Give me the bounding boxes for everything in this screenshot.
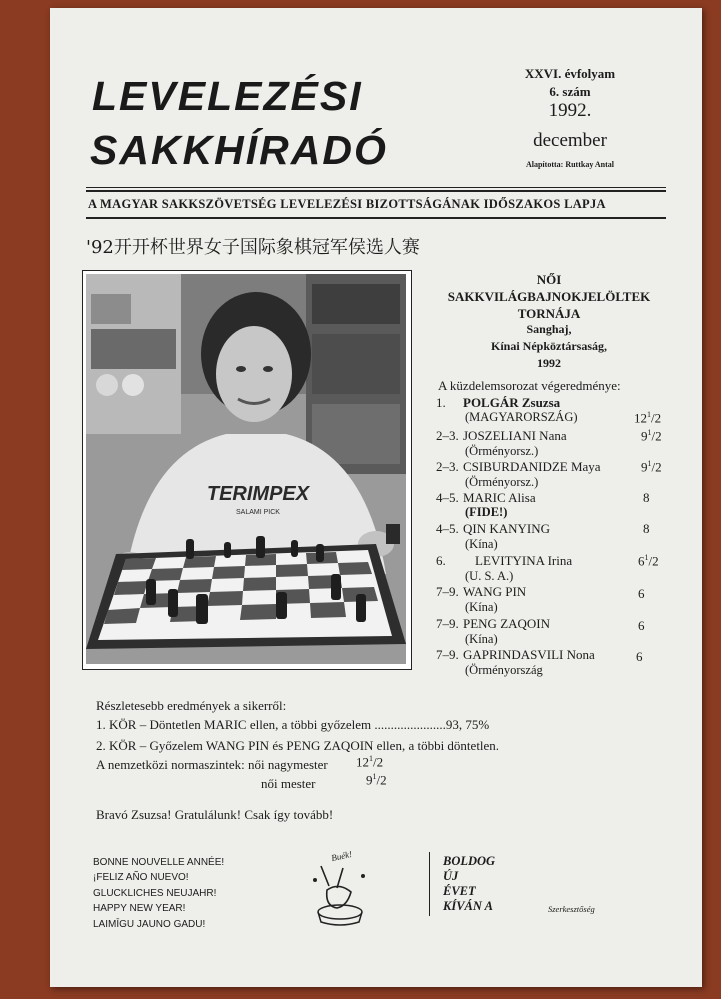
founder-label: Alapította: Ruttkay Antal [525,160,614,169]
shirt-sub: SALAMI PICK [236,509,280,516]
tournament-title-line2: SAKKVILÁGBAJNOKJELÖLTEK [447,289,651,304]
greeting-line: BONNE NOUVELLE ANNÉE! [93,857,225,868]
tournament-city: Sanghaj, [526,322,572,336]
details-round2: 2. KÖR – Győzelem WANG PIN és PENG ZAQOIN ellen, a többi döntetlen. [96,738,500,753]
player-photo [86,274,406,664]
result-score: 8 [643,490,650,505]
result-country: (MAGYARORSZÁG) [465,410,578,424]
result-place: 7–9. [436,647,459,662]
boldog-line1: BOLDOG [443,854,496,868]
result-country: (Kína) [465,600,498,614]
header-rule-top-thick [86,190,666,192]
greeting-line: ¡FELIZ AÑO NUEVO! [93,872,189,884]
result-place: 4–5. [436,521,459,536]
result-place: 6. [436,553,446,568]
editorial-staff: Szerkesztőség [548,904,595,914]
result-score: 6 [638,618,645,633]
shirt-brand: TERIMPEX [206,483,310,505]
greeting-line: LAIMĪGU JAUNO GADU! [93,918,206,930]
issue-label: 6. szám [549,84,591,99]
result-country: (Örményország [465,663,543,677]
boldog-line4: KÍVÁN A [443,899,493,913]
norms-label: A nemzetközi normaszintek: női nagymester [96,757,328,772]
result-score: 6 [638,586,645,601]
tournament-title-line1: NŐI [536,272,562,287]
result-score: $9^1/2$ [641,428,662,444]
result-country: (Örményorsz.) [465,444,539,458]
result-score: 6 [636,649,643,664]
result-country: (Örményorsz.) [465,475,539,489]
result-name: WANG PIN [463,584,527,599]
result-place: 4–5. [436,490,459,505]
result-place: 7–9. [436,616,459,631]
result-score: $12^1/2$ [634,410,662,426]
result-name: MARIC Alisa [463,490,536,505]
results-heading: A küzdelemsorozat végeredménye: [438,378,621,393]
result-place: 1. [436,395,446,410]
greeting-line: GLUCKLICHES NEUJAHR! [93,887,217,899]
volume-label: XXVI. évfolyam [524,66,616,81]
result-name: POLGÁR Zsuzsa [463,395,561,410]
result-country: (U. S. A.) [465,569,514,583]
chinese-banner: '92开开杯世界女子国际象棋冠军侯选人赛 [86,237,420,258]
year-label: 1992. [548,100,592,121]
masthead-title-line1: LEVELEZÉSI [92,73,363,119]
result-name: QIN KANYING [463,521,551,536]
result-score: $6^1/2$ [638,553,659,569]
result-place: 2–3. [436,428,459,443]
tournament-country: Kínai Népköztársaság, [490,339,607,353]
boldog-line2: ÚJ [443,869,459,883]
result-country: (FIDE!) [465,505,508,519]
details-heading: Részletesebb eredmények a sikerről: [96,698,287,713]
result-place: 2–3. [436,459,459,474]
result-country: (Kína) [465,632,498,646]
result-name: JOSZELIANI Nana [463,428,567,443]
bravo-text: Bravó Zsuzsa! Gratulálunk! Csak így tovább! [96,807,334,822]
greeting-line: HAPPY NEW YEAR! [93,903,186,915]
celebration-sketch [307,846,373,926]
publication-subtitle: A MAGYAR SAKKSZÖVETSÉG LEVELEZÉSI BIZOTTSÁGÁNAK IDŐSZAKOS LAPJA [88,197,606,211]
result-place: 7–9. [436,584,459,599]
result-name: GAPRINDASVILI Nona [463,647,595,662]
tournament-title-line3: TORNÁJA [517,306,581,321]
boldog-line3: ÉVET [443,884,476,898]
norm1-score: $12^1/2$ [356,754,384,770]
sketch-text: Buék! [330,848,353,864]
result-score: $9^1/2$ [641,459,662,475]
masthead-title-line2: SAKKHÍRADÓ [90,127,388,173]
norm2-label: női mester [261,776,316,791]
header-rule-top [86,187,666,188]
details-round1: 1. KÖR – Döntetlen MARIC ellen, a többi győzelem ......................93, 75% [96,717,490,732]
greetings-list [93,855,224,932]
result-score: 8 [643,521,650,536]
tournament-year: 1992 [537,356,561,370]
month-label: december [533,130,607,151]
norm2-score: $9^1/2$ [366,772,387,788]
result-name: CSIBURDANIDZE Maya [463,459,601,474]
result-name: PENG ZAQOIN [463,616,551,631]
result-name: LEVITYINA Irina [475,553,573,568]
header-rule-bottom [86,217,666,219]
result-country: (Kína) [465,537,498,551]
